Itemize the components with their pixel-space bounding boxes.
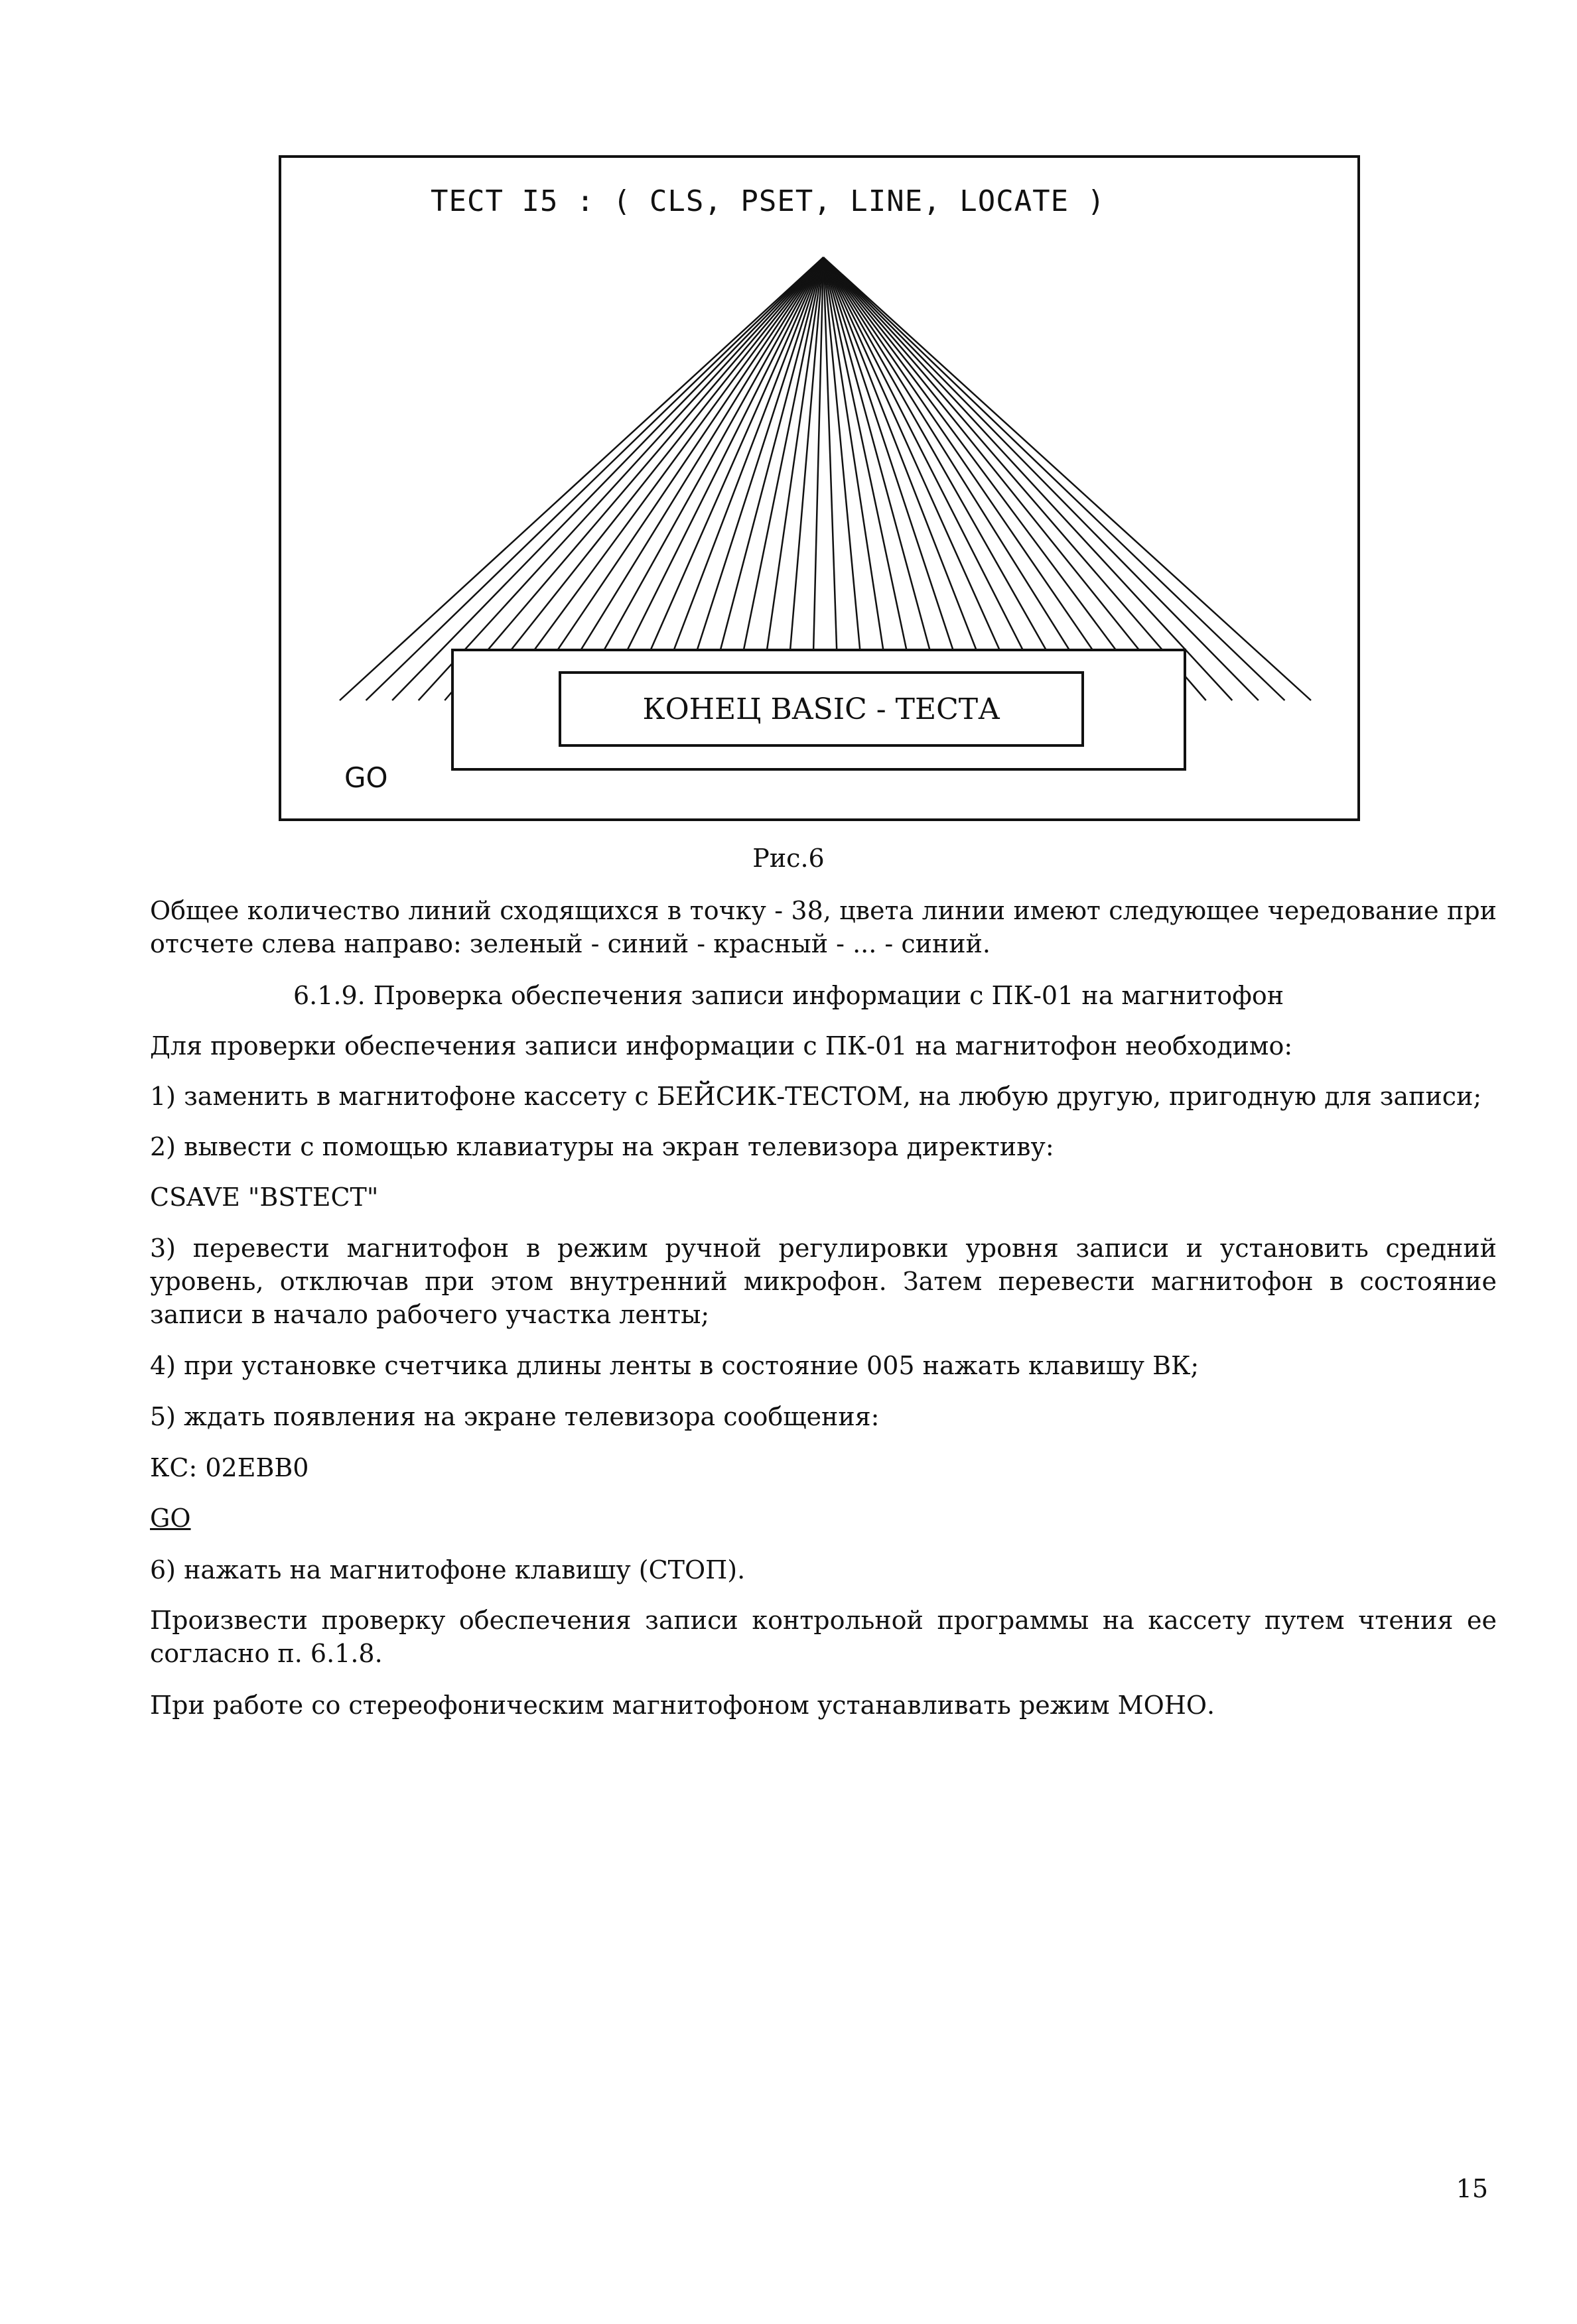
ray-line — [823, 257, 943, 700]
page-number: 15 — [1456, 2174, 1488, 2203]
ray-line — [823, 257, 1154, 700]
ray-line — [471, 257, 823, 700]
section-heading: 6.1.9. Проверка обеспечения записи информации с ПК-01 на магнитофон — [293, 981, 1284, 1010]
ray-line — [655, 257, 823, 700]
step-3: 3) перевести магнитофон в режим ручной регулировки уровня записи и установить средний уровень, отключав при этом внутренний микрофон. Затем перевести магнитофон в состояние записи в начало рабочего участка ленты; — [150, 1234, 1497, 1329]
step-4: 4) при установке счетчика длины ленты в состояние 005 нажать клавишу ВК; — [150, 1351, 1200, 1380]
ray-line — [419, 257, 823, 700]
ray-line — [823, 257, 1232, 700]
ray-line — [823, 257, 1284, 700]
screen-title: ТЕСТ I5 : ( CLS, PSET, LINE, LOCATE ) — [431, 184, 1106, 218]
ray-line — [366, 257, 823, 700]
step-1: 1) заменить в магнитофоне кассету с БЕЙСИК-ТЕСТОМ, на любую другую, пригодную для записи; — [150, 1082, 1482, 1111]
ray-line — [823, 257, 1180, 700]
ray-line — [681, 257, 823, 700]
ray-line — [707, 257, 823, 700]
message-inner-box: КОНЕЦ BASIC - ТЕСТА — [559, 671, 1084, 747]
step-5: 5) ждать появления на экране телевизора сообщения: — [150, 1402, 880, 1431]
paragraph-intro: Для проверки обеспечения записи информации с ПК-01 на магнитофон необходимо: — [150, 1031, 1293, 1061]
ray-line — [340, 257, 823, 700]
command-csave: CSAVE "BSTECT" — [150, 1183, 379, 1212]
ray-line — [823, 257, 1127, 700]
figure-caption: Рис.6 — [752, 844, 825, 873]
paragraph-verify: Произвести проверку обеспечения записи контрольной программы на кассету путем чтения ее согласно п. 6.1.8. — [150, 1606, 1497, 1668]
ray-line — [823, 257, 1101, 700]
step-2: 2) вывести с помощью клавиатуры на экран телевизора директиву: — [150, 1132, 1054, 1161]
ray-line — [823, 257, 864, 700]
ray-line — [497, 257, 823, 700]
step-6: 6) нажать на магнитофоне клавишу (СТОП). — [150, 1555, 746, 1584]
ray-line — [823, 257, 839, 700]
ray-line — [823, 257, 996, 700]
figure-screen — [279, 155, 1360, 821]
ray-line — [445, 257, 823, 700]
go-prompt: GO — [344, 761, 388, 794]
ray-line — [576, 257, 823, 700]
paragraph-mono: При работе со стереофоническим магнитофоном устанавливать режим МОНО. — [150, 1691, 1215, 1720]
ray-line — [550, 257, 823, 700]
ray-line — [602, 257, 823, 700]
ray-line — [823, 257, 917, 700]
go-message: GO — [150, 1504, 191, 1533]
checksum-message: КС: 02ЕВВ0 — [150, 1453, 309, 1482]
ray-line — [628, 257, 823, 700]
paragraph-line-count: Общее количество линий сходящихся в точку - 38, цвета линии имеют следующее чередование при отсчете слева направо: зеленый - синий - красный - ... - синий. — [150, 896, 1497, 958]
ray-line — [823, 257, 1259, 700]
ray-line — [823, 257, 1075, 700]
message-outer-box — [451, 649, 1186, 771]
ray-line — [823, 257, 1022, 700]
ray-line — [392, 257, 823, 700]
